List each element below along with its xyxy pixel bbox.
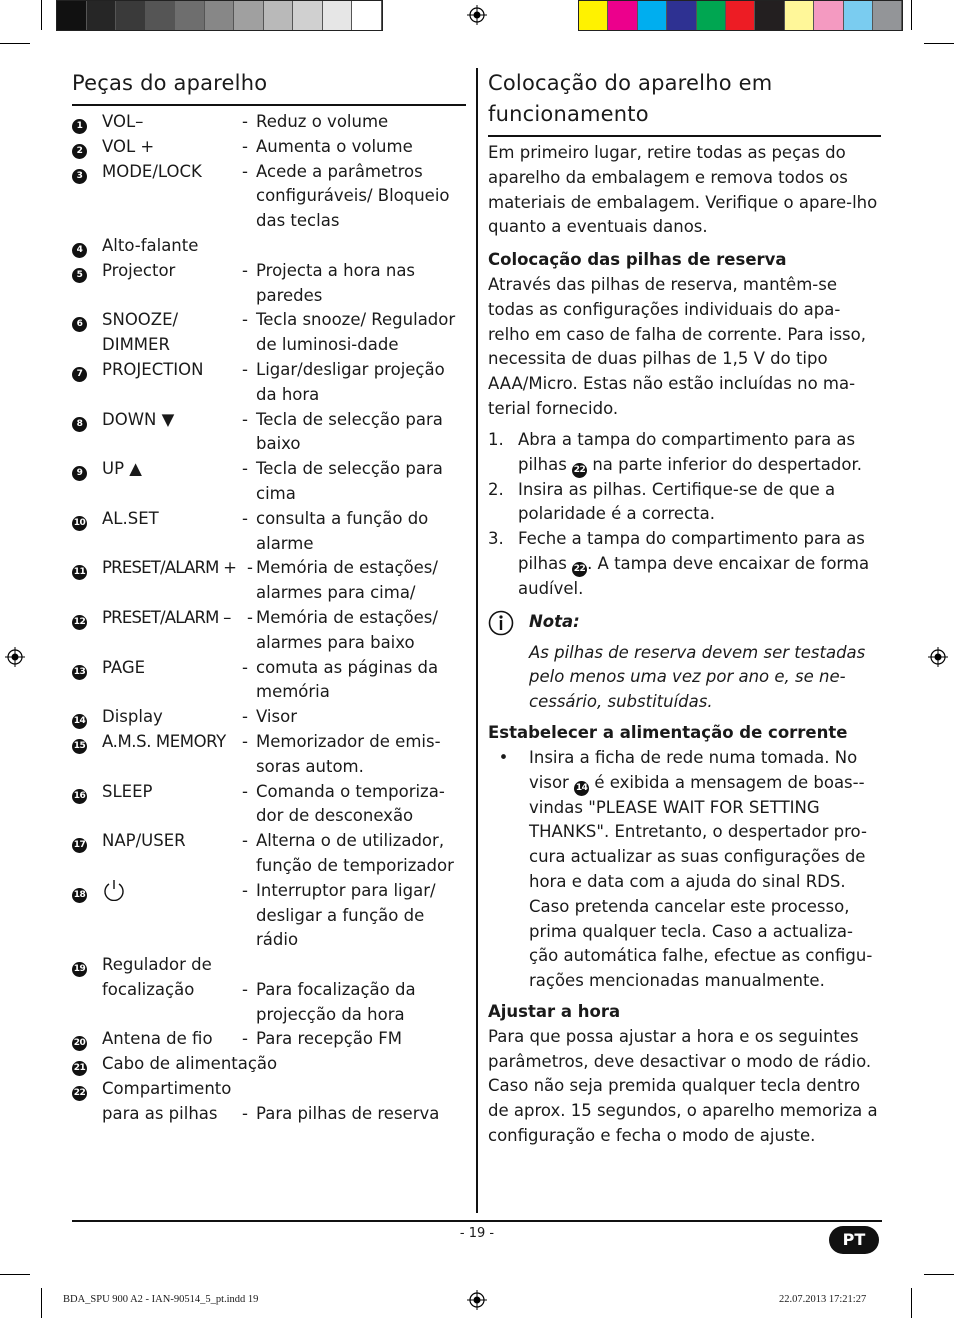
part-name: Cabo de alimentação [102, 1054, 278, 1074]
gray-swatch [323, 1, 353, 30]
part-number-badge: 10 [72, 516, 87, 531]
part-name: VOL– [102, 112, 144, 131]
separator: - [242, 112, 248, 131]
crop-mark [924, 1274, 954, 1275]
part-number-badge: 22 [72, 1086, 87, 1101]
list-item [72, 1027, 467, 1052]
step-text: . A tampa deve encaixar de forma audível. [518, 553, 870, 598]
part-description: Ligar/desligar projeção da hora [256, 359, 445, 404]
note-text: As pilhas de reserva devem ser testadas pelo menos uma vez por ano e, se ne-cessário, substituídas. [529, 642, 866, 712]
list-item [72, 705, 467, 730]
bullet: • [498, 747, 509, 767]
part-name: UP ▲ [102, 459, 142, 479]
list-item [72, 606, 467, 656]
part-description: Para focalização da projecção da hora [256, 979, 416, 1024]
list-item [72, 507, 467, 557]
separator: - [242, 260, 248, 280]
registration-mark-icon [467, 5, 487, 25]
color-swatch [785, 1, 814, 30]
list-item [72, 1052, 467, 1077]
separator: - [242, 1103, 248, 1123]
separator: - [242, 979, 248, 999]
part-number [72, 1052, 102, 1077]
part-description: Memória de estações/ alarmes para baixo [256, 607, 438, 652]
registration-mark-icon [5, 647, 25, 667]
power-icon [102, 879, 126, 901]
part-number [72, 705, 102, 730]
separator: - [242, 707, 248, 727]
part-number-badge: 11 [72, 565, 87, 580]
part-number-badge: 19 [72, 962, 87, 977]
list-item [72, 308, 467, 358]
bullet-text: é exibida a mensagem de boas--vindas "PLEASE WAIT FOR SETTING THANKS". Entretanto, o despertador pro-cura actualizar as suas configurações de hora e data com a ajuda do sinal RDS. Caso pretenda cancelar este processo, prima qualquer tecla. Caso a actualiza-ção automática falhe, efectue as configu-rações mencionadas manualmente. [529, 772, 873, 991]
crop-mark [924, 43, 954, 44]
list-item [72, 953, 467, 1027]
color-swatch [814, 1, 843, 30]
part-number [72, 160, 102, 234]
part-description: Para pilhas de reserva [256, 1103, 440, 1123]
separator: - [242, 731, 248, 751]
note-box [488, 610, 880, 715]
part-number [72, 953, 102, 1027]
part-description: Interruptor para ligar/ desligar a função de rádio [256, 880, 436, 950]
gray-swatch [175, 1, 205, 30]
registration-mark-icon [928, 647, 948, 667]
list-item [72, 135, 467, 160]
batteries-paragraph: Através das pilhas de reserva, mantêm-se todas as configurações individuais do apa-relho em caso de falha de corrente. Para isso, necessita de duas pilhas de 1,5 V do tipo AAA/Micro. Estas não estão incluídas no ma-terial fornecido. [488, 274, 866, 418]
step-text: Abra a tampa do compartimento para as pilhas [518, 429, 856, 474]
crop-mark [41, 1288, 42, 1318]
part-description: Acede a parâmetros configuráveis/ Bloqueio das teclas [256, 161, 450, 231]
part-number-badge: 14 [72, 714, 87, 729]
list-item [72, 656, 467, 706]
separator: - [242, 657, 248, 677]
part-number-badge: 22 [572, 562, 587, 577]
part-description: Memorizador de emis-soras autom. [256, 731, 441, 776]
crop-mark [0, 1274, 30, 1275]
separator: - [242, 409, 248, 429]
list-item [72, 730, 467, 780]
color-swatch [873, 1, 902, 30]
part-description: Tecla de selecção para baixo [256, 409, 443, 454]
part-number-badge: 17 [72, 838, 87, 853]
list-item [72, 110, 467, 135]
list-item [488, 746, 880, 994]
crop-mark [911, 1288, 912, 1318]
part-name: PRESET/ALARM – [102, 607, 231, 627]
separator: - [242, 831, 248, 851]
part-number [72, 110, 102, 135]
part-name: PROJECTION [102, 359, 204, 379]
crop-mark [911, 0, 912, 30]
part-name: SNOOZE/ DIMMER [102, 310, 179, 355]
part-number [72, 606, 102, 656]
print-slug-date: 22.07.2013 17:21:27 [779, 1294, 867, 1305]
part-number [72, 1027, 102, 1052]
part-name: Alto-falante [102, 235, 199, 255]
part-description: Aumenta o volume [256, 136, 413, 156]
part-name: PRESET/ALARM + [102, 558, 237, 578]
separator: - [247, 607, 253, 627]
part-description: Tecla de selecção para cima [256, 459, 443, 503]
batteries-heading: Colocação das pilhas de reserva [488, 250, 787, 270]
part-name: DOWN ▼ [102, 409, 175, 429]
part-number [72, 234, 102, 259]
info-icon [488, 610, 529, 715]
time-paragraph: Para que possa ajustar a hora e os seguintes parâmetros, deve desactivar o modo de rádio. Caso não seja premida qualquer tecla dentro de aprox. 15 segundos, o aparelho memoriza a configuração e fecha o modo de ajuste. [488, 1026, 878, 1145]
part-description: consulta a função do alarme [256, 508, 429, 553]
part-number [72, 829, 102, 879]
part-number [72, 358, 102, 408]
list-item [72, 234, 467, 259]
title-underline [72, 104, 466, 106]
operation-content [488, 141, 880, 1149]
part-number-badge: 14 [574, 781, 589, 796]
separator: - [242, 310, 248, 330]
part-description: Alterna o de utilizador, função de temporizador [256, 831, 454, 875]
part-name: A.M.S. MEMORY [102, 731, 226, 751]
part-name: Display [102, 707, 163, 727]
section-title-operation: Colocação do aparelho em funcionamento [488, 71, 773, 126]
section-title-parts: Peças do aparelho [72, 71, 268, 95]
gray-swatch [146, 1, 176, 30]
part-name: MODE/LOCK [102, 161, 202, 181]
list-item [488, 527, 880, 602]
part-number-badge: 4 [72, 243, 87, 258]
list-item [72, 829, 467, 879]
part-number [72, 457, 102, 507]
step-text: na parte inferior do despertador. [592, 454, 862, 474]
part-number-badge: 22 [572, 463, 587, 478]
list-item [72, 358, 467, 408]
part-name: Antena de fio [102, 1029, 213, 1049]
separator: - [242, 880, 248, 900]
gray-swatch [264, 1, 294, 30]
parts-list [72, 110, 467, 1127]
list-item [72, 160, 467, 234]
part-name: Projector [102, 260, 176, 280]
page-number: - 19 - [459, 1226, 495, 1241]
step-number: 2. [488, 479, 504, 499]
part-number [72, 135, 102, 160]
step-number: 3. [488, 529, 504, 549]
part-number-badge: 15 [72, 739, 87, 754]
language-badge [829, 1226, 879, 1254]
part-name: NAP/USER [102, 831, 186, 851]
battery-steps-list [488, 428, 880, 602]
step-number: 1. [488, 429, 504, 449]
title-underline [488, 135, 881, 137]
part-number [72, 308, 102, 358]
part-number-badge: 13 [72, 665, 87, 680]
list-item [488, 478, 880, 528]
part-number-badge: 20 [72, 1036, 87, 1051]
part-description: Reduz o volume [256, 112, 389, 131]
part-number [72, 259, 102, 309]
gray-swatch [352, 1, 382, 30]
part-name: AL.SET [102, 508, 159, 528]
part-number-badge: 12 [72, 615, 87, 630]
part-number-badge: 8 [72, 417, 87, 432]
part-description: Tecla snooze/ Regulador de luminosi-dade [256, 310, 456, 355]
registration-mark-icon [467, 1290, 487, 1310]
part-description: Visor [256, 707, 297, 727]
color-swatch [579, 1, 608, 30]
part-number-badge: 6 [72, 317, 87, 332]
part-name: Compartimento para as pilhas [102, 1079, 232, 1123]
color-swatch [638, 1, 667, 30]
part-number-badge: 5 [72, 268, 87, 283]
note-title: Nota: [529, 611, 580, 631]
part-description: Para recepção FM [256, 1029, 402, 1049]
part-number [72, 780, 102, 830]
list-item [72, 408, 467, 458]
print-slug-file: BDA_SPU 900 A2 - IAN-90514_5_pt.indd 19 [63, 1294, 259, 1305]
part-name [102, 879, 242, 953]
list-item [72, 457, 467, 507]
step-text: Insira as pilhas. Certifique-se de que a polaridade é a correcta. [518, 479, 836, 524]
part-number-badge: 7 [72, 367, 87, 382]
color-swatch [755, 1, 784, 30]
separator: - [242, 136, 248, 156]
separator: - [247, 558, 253, 578]
part-number [72, 879, 102, 953]
time-heading: Ajustar a hora [488, 1001, 621, 1021]
part-number-badge: 1 [72, 119, 87, 134]
part-number-badge: 2 [72, 144, 87, 159]
intro-paragraph: Em primeiro lugar, retire todas as peças do aparelho da embalagem e remova todos os materiais de embalagem. Verifique o apare-lho quanto a eventuais danos. [488, 143, 878, 237]
footer-rule [72, 1220, 882, 1222]
part-name: Regulador de focalização [102, 955, 212, 999]
list-item [72, 1077, 467, 1127]
crop-mark [41, 0, 42, 30]
list-item [72, 556, 467, 606]
gray-swatch [205, 1, 235, 30]
bullet-text: Insira a ficha de rede numa tomada. No visor [529, 747, 858, 792]
part-number [72, 507, 102, 557]
part-number-badge: 3 [72, 169, 87, 184]
part-number [72, 730, 102, 780]
color-swatch [667, 1, 696, 30]
gray-swatch [234, 1, 264, 30]
column-divider [476, 68, 478, 1213]
part-description: Comanda o temporiza-dor de desconexão [256, 781, 445, 826]
crop-mark [0, 43, 30, 44]
list-item [72, 259, 467, 309]
part-number [72, 656, 102, 706]
language-badge-label: PT [842, 1230, 866, 1249]
gray-swatch [87, 1, 117, 30]
part-description: Memória de estações/ alarmes para cima/ [256, 558, 438, 603]
part-number [72, 408, 102, 458]
gray-swatch [116, 1, 146, 30]
color-swatch [608, 1, 637, 30]
part-name: PAGE [102, 657, 146, 677]
part-number-badge: 9 [72, 466, 87, 481]
part-number-badge: 18 [72, 888, 87, 903]
part-description: comuta as páginas da memória [256, 657, 439, 702]
separator: - [242, 508, 248, 528]
separator: - [242, 1029, 248, 1049]
part-number-badge: 21 [72, 1061, 87, 1076]
separator: - [242, 459, 248, 479]
color-swatch [726, 1, 755, 30]
part-description: Projecta a hora nas paredes [256, 260, 416, 305]
separator: - [242, 781, 248, 801]
color-calibration-bar [578, 0, 903, 31]
power-heading: Estabelecer a alimentação de corrente [488, 722, 848, 742]
gray-swatch [293, 1, 323, 30]
gray-swatch [57, 1, 87, 30]
part-number [72, 556, 102, 606]
list-item [72, 879, 467, 953]
part-number [72, 1077, 102, 1127]
part-name: VOL + [102, 136, 155, 156]
color-swatch [697, 1, 726, 30]
grayscale-calibration-bar [56, 0, 383, 31]
part-number-badge: 16 [72, 789, 87, 804]
separator: - [242, 161, 248, 181]
step-text: Feche a tampa do compartimento para as pilhas [518, 529, 865, 573]
list-item [72, 780, 467, 830]
separator: - [242, 359, 248, 379]
color-swatch [844, 1, 873, 30]
list-item [488, 428, 880, 478]
part-name: SLEEP [102, 781, 153, 801]
